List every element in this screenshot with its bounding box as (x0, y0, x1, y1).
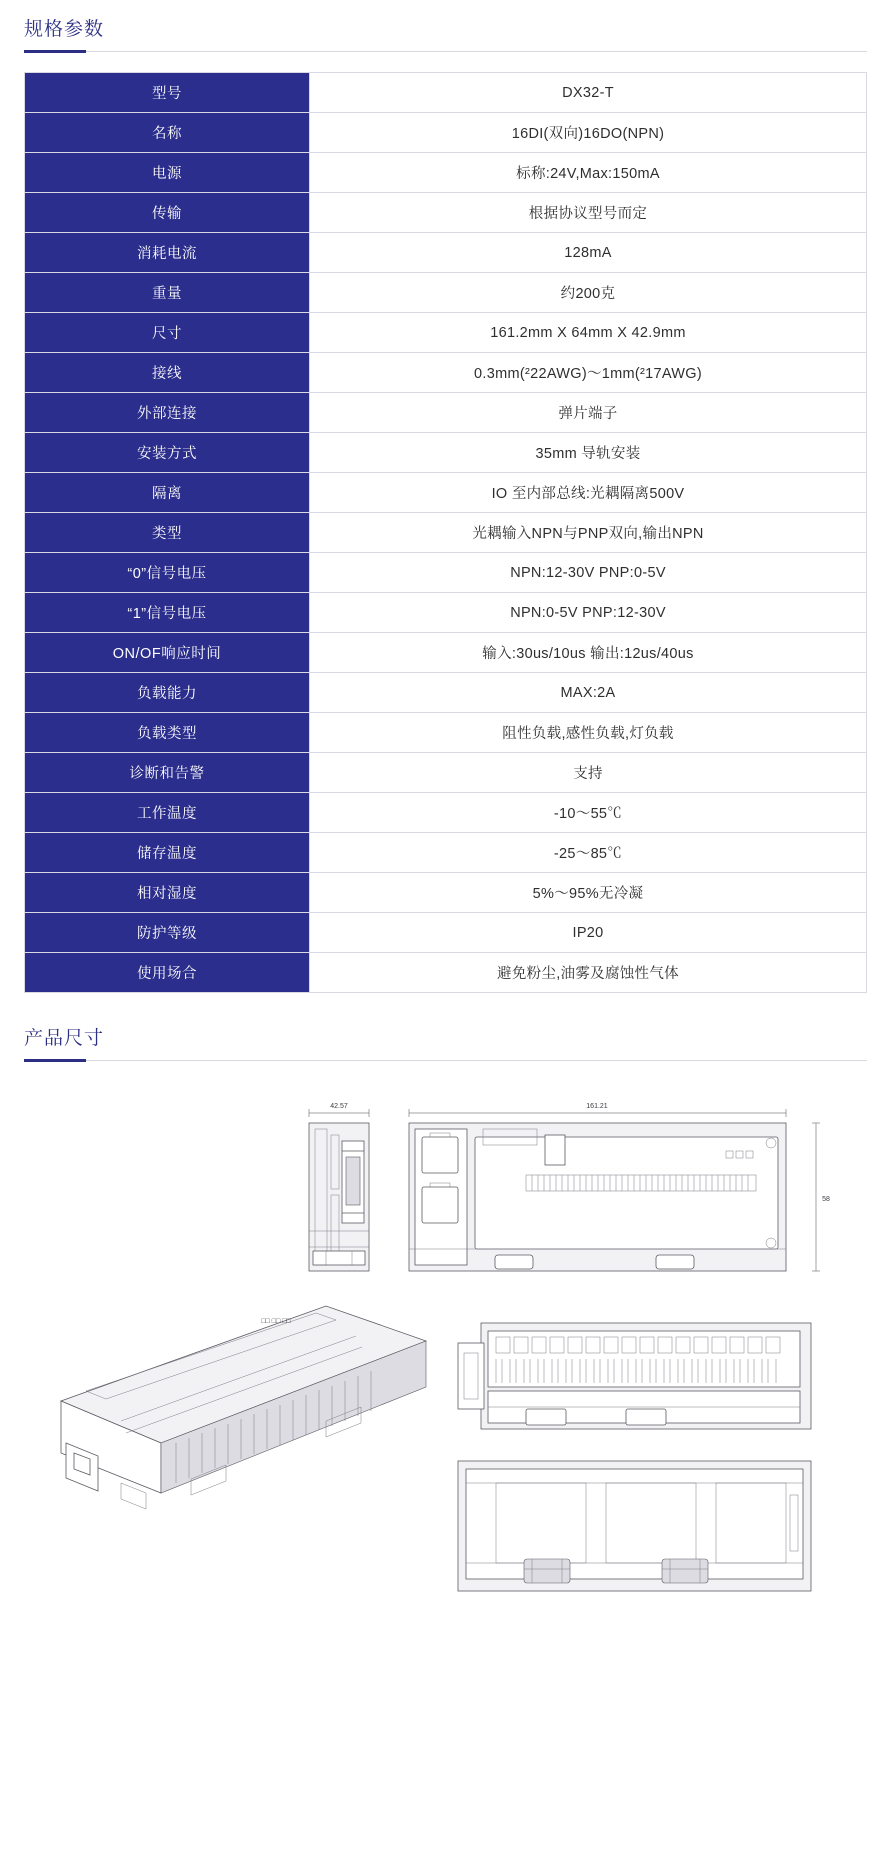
table-row (25, 313, 867, 353)
dimension-section-header (24, 1009, 867, 1061)
spec-key: 消耗电流 (25, 233, 310, 273)
dimension-drawing-area (24, 1081, 867, 1815)
spec-key: 接线 (25, 353, 310, 393)
spec-section-header (24, 0, 867, 52)
spec-value: 阻性负载,感性负载,灯负载 (310, 713, 867, 753)
spec-key: 名称 (25, 113, 310, 153)
spec-key: 防护等级 (25, 913, 310, 953)
spec-value: 128mA (310, 233, 867, 273)
spec-key: 外部连接 (25, 393, 310, 433)
spec-key: 工作温度 (25, 793, 310, 833)
table-row (25, 513, 867, 553)
back-view-drawing (458, 1461, 811, 1591)
table-row (25, 793, 867, 833)
table-row (25, 473, 867, 513)
spec-value: 根据协议型号而定 (310, 193, 867, 233)
isometric-label: □□ □□ □□ (260, 1318, 291, 1325)
table-row (25, 113, 867, 153)
spec-key: 负载类型 (25, 713, 310, 753)
table-row (25, 713, 867, 753)
spec-section-title: 规格参数 (24, 19, 105, 40)
spec-key: “1”信号电压 (25, 593, 310, 633)
table-row (25, 233, 867, 273)
spec-value: 16DI(双向)16DO(NPN) (310, 113, 867, 153)
spec-key: 诊断和告警 (25, 753, 310, 793)
spec-value: 输入:30us/10us 输出:12us/40us (310, 633, 867, 673)
spec-title-underline (24, 51, 867, 52)
table-row (25, 273, 867, 313)
spec-value: 支持 (310, 753, 867, 793)
table-row (25, 833, 867, 873)
spec-value: DX32-T (310, 73, 867, 113)
side-width-dimension-label: 42.57 (329, 1103, 348, 1110)
table-row (25, 673, 867, 713)
table-row (25, 753, 867, 793)
spec-value: IP20 (310, 913, 867, 953)
spec-key: 重量 (25, 273, 310, 313)
top-terminal-view-drawing (458, 1323, 811, 1429)
terminal-pin-row (496, 1359, 776, 1383)
spec-value: MAX:2A (310, 673, 867, 713)
spec-value: -10～55℃ (310, 793, 867, 833)
product-technical-drawing (26, 1091, 866, 1791)
table-row (25, 633, 867, 673)
spec-key: 隔离 (25, 473, 310, 513)
spec-value: 161.2mm X 64mm X 42.9mm (310, 313, 867, 353)
spec-value: 弹片端子 (310, 393, 867, 433)
table-row (25, 913, 867, 953)
spec-key: 传输 (25, 193, 310, 233)
spec-key: 电源 (25, 153, 310, 193)
dimension-title-underline (24, 1060, 867, 1061)
table-row (25, 593, 867, 633)
spec-key: 型号 (25, 73, 310, 113)
spec-key: 相对湿度 (25, 873, 310, 913)
table-row (25, 953, 867, 993)
spec-key: 类型 (25, 513, 310, 553)
spec-key: “0”信号电压 (25, 553, 310, 593)
table-row (25, 153, 867, 193)
spec-value: 35mm 导轨安装 (310, 433, 867, 473)
front-height-dimension-label: 58 (821, 1196, 830, 1203)
dimension-section-title: 产品尺寸 (24, 1028, 105, 1049)
spec-key: 负载能力 (25, 673, 310, 713)
side-view-drawing (309, 1103, 369, 1271)
spec-key: 储存温度 (25, 833, 310, 873)
spec-value: NPN:12-30V PNP:0-5V (310, 553, 867, 593)
table-row (25, 433, 867, 473)
spec-key: 尺寸 (25, 313, 310, 353)
specification-table (24, 72, 867, 993)
specification-table-body (25, 73, 867, 993)
spec-key: ON/OF响应时间 (25, 633, 310, 673)
table-row (25, 73, 867, 113)
front-length-dimension-label: 161.21 (585, 1103, 608, 1110)
spec-value: 光耦输入NPN与PNP双向,输出NPN (310, 513, 867, 553)
spec-value: IO 至内部总线:光耦隔离500V (310, 473, 867, 513)
spec-value: 约200克 (310, 273, 867, 313)
spec-value: 0.3mm(²22AWG)～1mm(²17AWG) (310, 353, 867, 393)
dimension-section (24, 1009, 867, 1815)
spec-value: NPN:0-5V PNP:12-30V (310, 593, 867, 633)
spec-value: 标称:24V,Max:150mA (310, 153, 867, 193)
spec-value: -25～85℃ (310, 833, 867, 873)
isometric-view-drawing (61, 1306, 426, 1509)
table-row (25, 553, 867, 593)
spec-key: 使用场合 (25, 953, 310, 993)
table-row (25, 353, 867, 393)
spec-value: 避免粉尘,油雾及腐蚀性气体 (310, 953, 867, 993)
table-row (25, 393, 867, 433)
front-view-drawing (409, 1103, 830, 1271)
spec-key: 安装方式 (25, 433, 310, 473)
table-row (25, 873, 867, 913)
spec-value: 5%～95%无冷凝 (310, 873, 867, 913)
table-row (25, 193, 867, 233)
